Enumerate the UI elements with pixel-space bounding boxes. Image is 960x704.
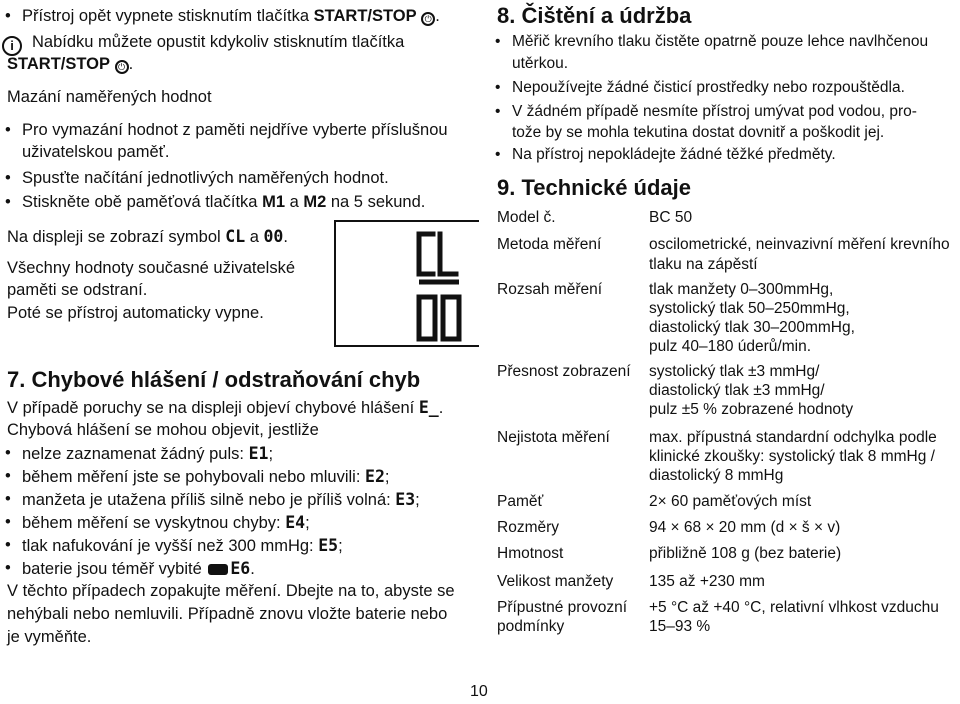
- clean-3-cont: tože by se mohla tekutina dostat dovnitř a poškodit jej.: [512, 124, 885, 141]
- battery-low-icon: [208, 564, 228, 575]
- page-number: 10: [470, 683, 488, 700]
- spec-key: Paměť: [497, 493, 544, 510]
- delete-step-3: • Stiskněte obě paměťová tlačítka M1 a M2 na 5 sekund.: [22, 193, 425, 212]
- error-intro: V případě poruchy se na displeji objeví chybové hlášení E_.: [7, 398, 444, 417]
- clean-1-cont: utěrkou.: [512, 55, 569, 72]
- display-note: Na displeji se zobrazí symbol CL a 00.: [7, 227, 288, 246]
- spec-value: 15–93 %: [649, 618, 711, 635]
- error-footer-2: nehýbali nebo nemluvili. Případně znovu vložte baterie nebo: [7, 605, 448, 623]
- spec-value: systolický tlak ±3 mmHg/: [649, 363, 820, 380]
- clean-4: • Na přístroj nepokládejte žádné těžké předměty.: [512, 146, 836, 164]
- error-e6: • baterie jsou téměř vybité E6.: [22, 559, 255, 579]
- spec-key: Rozsah měření: [497, 281, 603, 298]
- spec-value: diastolický tlak 30–200mmHg,: [649, 319, 855, 336]
- spec-value: BC 50: [649, 209, 693, 226]
- error-e5: • tlak nafukování je vyšší než 300 mmHg: E5;: [22, 536, 343, 556]
- menu-exit-note: Nabídku můžete opustit kdykoliv stisknutím tlačítka: [32, 33, 405, 51]
- error-e4: • během měření se vyskytnou chyby: E4;: [22, 513, 310, 533]
- spec-key: Nejistota měření: [497, 429, 610, 446]
- menu-exit-note-2: START/STOP ⏻ .: [7, 55, 134, 73]
- spec-value: diastolický tlak ±3 mmHg/: [649, 382, 825, 399]
- spec-value: tlak manžety 0–300mmHg,: [649, 281, 834, 298]
- delete-result-2: paměti se odstraní.: [7, 281, 148, 299]
- lcd-display: [334, 220, 479, 347]
- lcd-digit-l: [440, 234, 456, 274]
- lcd-digit-c: [419, 234, 433, 274]
- section-9-title: 9. Technické údaje: [497, 175, 692, 200]
- spec-key: Rozměry: [497, 519, 560, 536]
- delete-step-1: • Pro vymazání hodnot z paměti nejdříve vyberte příslušnou: [22, 121, 448, 140]
- error-footer-1: V těchto případech zopakujte měření. Dbejte na to, abyste se: [7, 582, 455, 600]
- delete-step-1-cont: uživatelskou paměť.: [22, 143, 170, 161]
- spec-key: Hmotnost: [497, 545, 564, 562]
- spec-key: podmínky: [497, 618, 565, 635]
- spec-value: klinické zkoušky: systolický tlak 8 mmHg /: [649, 448, 935, 465]
- error-e3: • manžeta je utažena příliš silně nebo je příliš volná: E3;: [22, 490, 420, 510]
- power-icon: ⏻: [421, 12, 435, 26]
- spec-value: pulz ±5 % zobrazené hodnoty: [649, 401, 854, 418]
- delete-result-1: Všechny hodnoty současné uživatelské: [7, 259, 296, 277]
- spec-value: přibližně 108 g (bez baterie): [649, 545, 842, 562]
- spec-value: 94 × 68 × 20 mm (d × š × v): [649, 519, 841, 536]
- power-off-instruction: • Přístroj opět vypnete stisknutím tlačítka START/STOP ⏻ .: [22, 7, 440, 26]
- spec-value: tlaku na zápěstí: [649, 256, 758, 273]
- spec-key: Metoda měření: [497, 236, 602, 253]
- lcd-digit-0a: [419, 297, 435, 339]
- error-footer-3: je vyměňte.: [7, 628, 92, 646]
- spec-key: Přípustné provozní: [497, 599, 628, 616]
- spec-key: Velikost manžety: [497, 573, 614, 590]
- clean-1: • Měřič krevního tlaku čistěte opatrně pouze lehce navlhčenou: [512, 33, 928, 51]
- spec-value: 2× 60 paměťových míst: [649, 493, 812, 510]
- clean-2: • Nepoužívejte žádné čisticí prostředky nebo rozpouštědla.: [512, 79, 905, 97]
- spec-value: +5 °C až +40 °C, relativní vlhkost vzduchu: [649, 599, 939, 616]
- error-e1: • nelze zaznamenat žádný puls: E1;: [22, 444, 273, 464]
- spec-value: systolický tlak 50–250mmHg,: [649, 300, 850, 317]
- delete-heading: Mazání naměřených hodnot: [7, 88, 212, 106]
- spec-key: Model č.: [497, 209, 556, 226]
- error-e2: • během měření jste se pohybovali nebo mluvili: E2;: [22, 467, 389, 487]
- info-icon: i: [2, 36, 22, 56]
- power-icon: ⏻: [115, 60, 129, 74]
- spec-value: diastolický 8 mmHg: [649, 467, 784, 484]
- spec-value: max. přípustná standardní odchylka podle: [649, 429, 937, 446]
- lcd-digit-0b: [443, 297, 459, 339]
- spec-value: oscilometrické, neinvazivní měření krevního: [649, 236, 950, 253]
- section-8-title: 8. Čištění a údržba: [497, 3, 692, 28]
- spec-value: pulz 40–180 úderů/min.: [649, 338, 812, 355]
- auto-off-note: Poté se přístroj automaticky vypne.: [7, 304, 264, 322]
- spec-key: Přesnost zobrazení: [497, 363, 631, 380]
- error-intro-2: Chybová hlášení se mohou objevit, jestliže: [7, 421, 319, 439]
- spec-value: 135 až +230 mm: [649, 573, 765, 590]
- section-7-title: 7. Chybové hlášení / odstraňování chyb: [7, 367, 421, 392]
- lcd-segments: [336, 222, 481, 349]
- clean-3: • V žádném případě nesmíte přístroj umývat pod vodou, pro-: [512, 103, 917, 121]
- delete-step-2: • Spusťte načítání jednotlivých naměřených hodnot.: [22, 169, 389, 188]
